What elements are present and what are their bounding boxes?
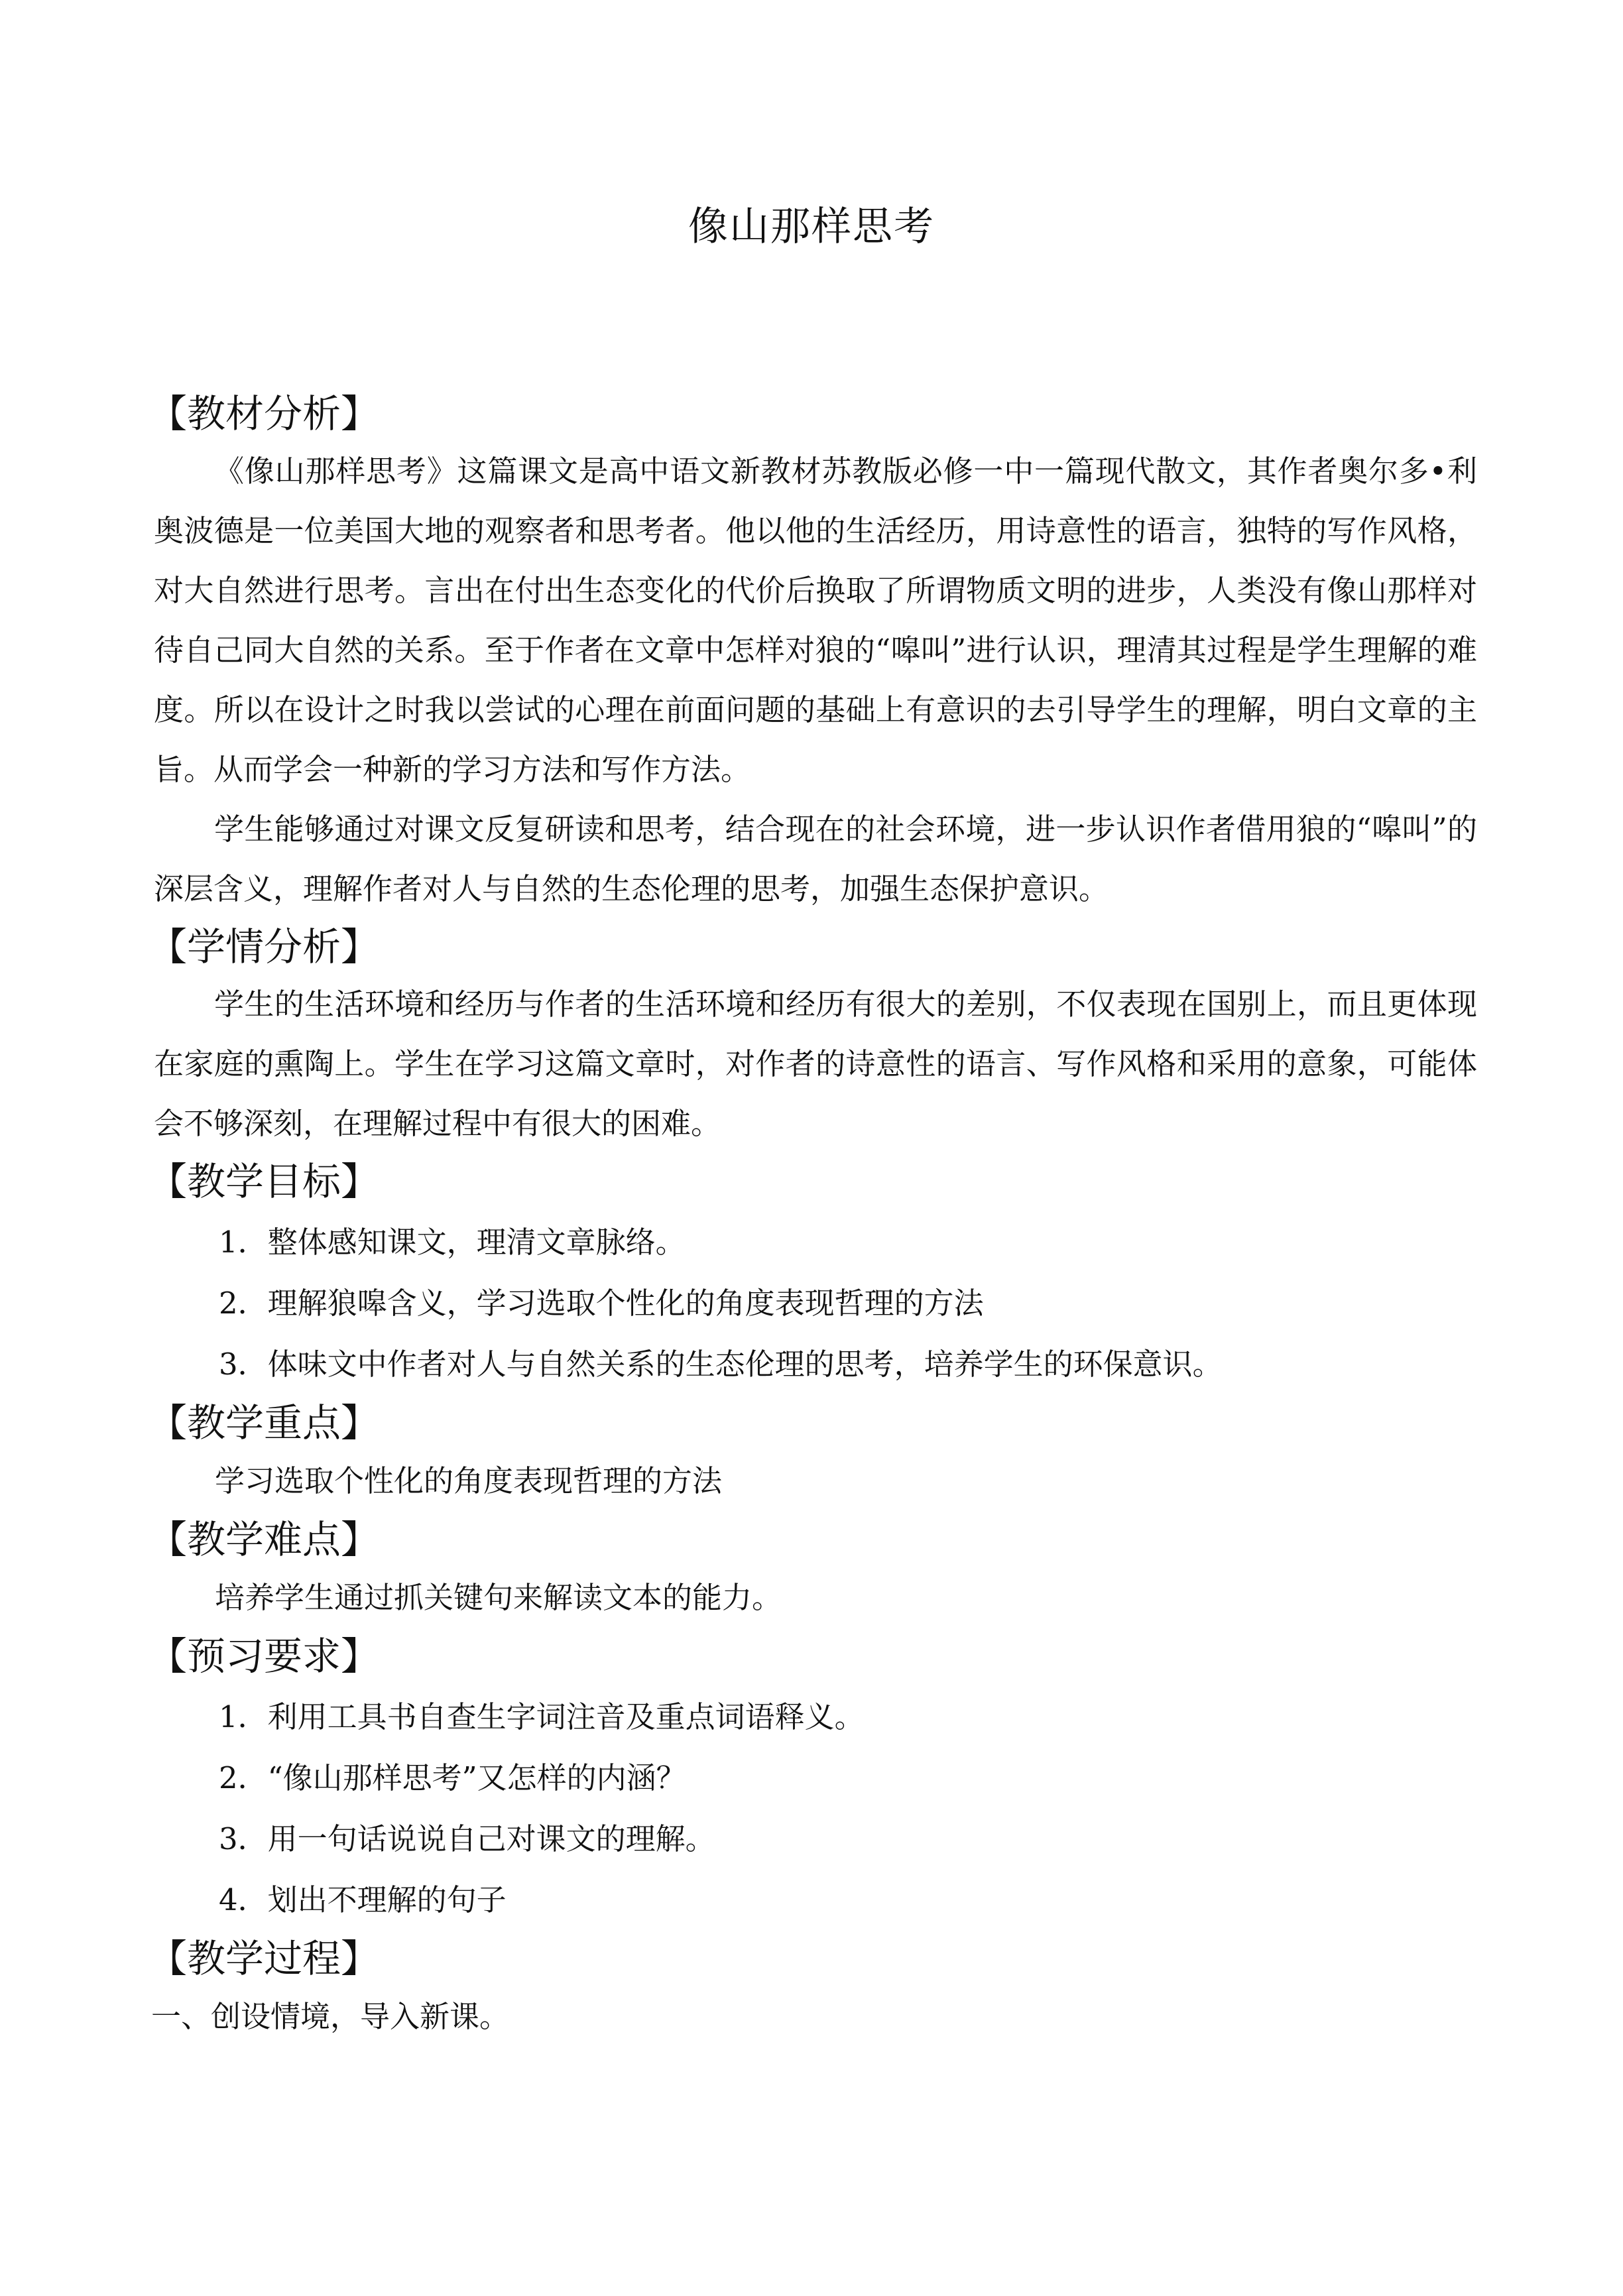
process-step-1: 一、创设情境，导入新课。 [151, 1999, 510, 2034]
goal-item: 3．体味文中作者对人与自然关系的生态伦理的思考，培养学生的环保意识。 [219, 1347, 1223, 1382]
material-paragraph-1: 《像山那样思考》这篇课文是高中语文新教材苏教版必修一中一篇现代散文，其作者奥尔多•利奥波德是一位美国大地的观察者和思考者。他以他的生活经历，用诗意性的语言，独特的写作风格，对大自然进行思考。言出在付出生态变化的代价后换取了所谓物质文明的进步，人类没有像山那样对待自己同大自然的关系。至于作者在文章中怎样对狼的“嗥叫”进行认识，理清其过程是学生理解的难度。所以在设计之时我以尝试的心理在前面问题的基础上有意识的去引导学生的理解，明白文章的主旨。从而学会一种新的学习方法和写作方法。 [154, 453, 1477, 787]
document-body [149, 386, 1477, 2047]
page-title: 像山那样思考 [688, 204, 935, 250]
section-heading-goals: 【教学目标】 [149, 1159, 380, 1204]
section-heading-process: 【教学过程】 [149, 1936, 380, 1981]
preview-item: 3．用一句话说说自己对课文的理解。 [219, 1821, 715, 1856]
preview-item: 1．利用工具书自查生字词注音及重点词语释义。 [219, 1699, 865, 1734]
goal-item: 2．理解狼嗥含义，学习选取个性化的角度表现哲理的方法 [219, 1286, 984, 1321]
students-paragraph: 学生的生活环境和经历与作者的生活环境和经历有很大的差别，不仅表现在国别上，而且更体现在家庭的熏陶上。学生在学习这篇文章时，对作者的诗意性的语言、写作风格和采用的意象，可能体会不够深刻，在理解过程中有很大的困难。 [154, 987, 1477, 1141]
difficulties-text: 培养学生通过抓关键句来解读文本的能力。 [215, 1580, 782, 1615]
section-heading-material: 【教材分析】 [149, 391, 380, 436]
section-heading-preview: 【预习要求】 [149, 1634, 380, 1679]
preview-item: 2．“像山那样思考”又怎样的内涵？ [219, 1760, 686, 1795]
section-heading-students: 【学情分析】 [149, 924, 380, 969]
key-points-text: 学习选取个性化的角度表现哲理的方法 [215, 1463, 723, 1498]
section-heading-key-points: 【教学重点】 [149, 1400, 380, 1445]
preview-item: 4．划出不理解的句子 [219, 1882, 507, 1917]
section-heading-difficulties: 【教学难点】 [149, 1517, 380, 1562]
material-paragraph-2: 学生能够通过对课文反复研读和思考，结合现在的社会环境，进一步认识作者借用狼的“嗥叫”的深层含义，理解作者对人与自然的生态伦理的思考，加强生态保护意识。 [154, 812, 1477, 906]
goal-item: 1．整体感知课文，理清文章脉络。 [219, 1225, 686, 1260]
